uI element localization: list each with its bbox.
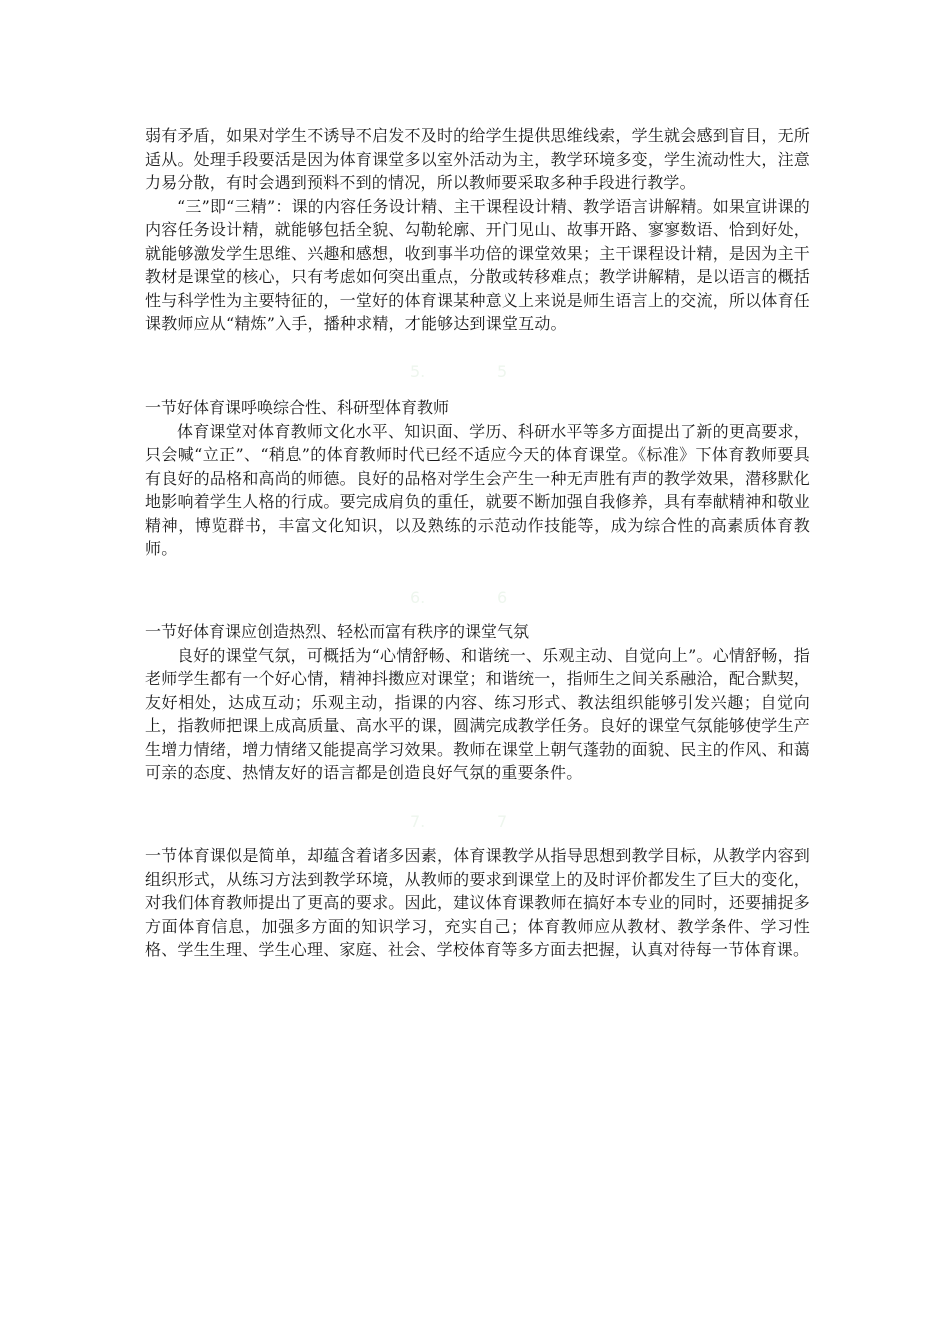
section-heading: 一节好体育课呼唤综合性、科研型体育教师	[145, 398, 450, 417]
section-body: 体育课堂对体育教师文化水平、知识面、学历、科研水平等多方面提出了新的更高要求，只会喊“立正”、“稍息”的体育教师时代已经不适应今天的体育课堂。《标准》下体育教师要具有良好的品格和高尚的师德。良好的品格对学生会产生一种无声胜有声的教学效果，潜移默化地影响着学生人格的行成。要完成肩负的重任，就要不断加强自我修养，具有奉献精神和敬业精神，博览群书，丰富文化知识，以及熟练的示范动作技能等，成为综合性的高素质体育教师。	[145, 421, 810, 558]
marker-left: 5.	[410, 362, 426, 381]
marker-right: 7	[497, 812, 508, 831]
paragraph-three-refinements: “三”即“三精”：课的内容任务设计精、主干课程设计精、教学语言讲解精。如果宣讲课的内容任务设计精，就能够包括全貌、勾勒轮廓、开门见山、故事开路、寥寥数语、恰到好处，就能够激发学生思维、兴趣和感想，收到事半功倍的课堂效果；主干课程设计精，是因为主干教材是课堂的核心，只有考虑如何突出重点，分散或转移难点；教学讲解精，是以语言的概括性与科学性为主要特征的，一堂好的体育课某种意义上来说是师生语言上的交流，所以体育任课教师应从“精炼”入手，播种求精，才能够达到课堂互动。	[145, 196, 810, 333]
marker-left: 7.	[410, 812, 426, 831]
marker-left: 6.	[410, 588, 426, 607]
section-number-marker-6	[145, 588, 810, 612]
section-body: 良好的课堂气氛，可概括为“心情舒畅、和谐统一、乐观主动、自觉向上”。心情舒畅，指老师学生都有一个好心情，精神抖擞应对课堂；和谐统一，指师生之间关系融洽，配合默契，友好相处，达成互动；乐观主动，指课的内容、练习形式、教法组织能够引发兴趣；自觉向上，指教师把课上成高质量、高水平的课，圆满完成教学任务。良好的课堂气氛能够使学生产生增力情绪，增力情绪又能提高学习效果。教师在课堂上朝气蓬勃的面貌、民主的作风、和蔼可亲的态度、热情友好的语言都是创造良好气氛的重要条件。	[145, 645, 810, 782]
section-conclusion	[145, 844, 810, 962]
marker-right: 6	[497, 588, 508, 607]
conclusion-paragraph: 一节体育课似是简单，却蕴含着诸多因素，体育课教学从指导思想到教学目标，从教学内容到组织形式，从练习方法到教学环境，从教师的要求到课堂上的及时评价都发生了巨大的变化，对我们体育教师提出了更高的要求。因此，建议体育课教师在搞好本专业的同时，还要捕捉多方面体育信息，加强多方面的知识学习，充实自己；体育教师应从教材、教学条件、学习性格、学生生理、学生心理、家庭、社会、学校体育等多方面去把握，认真对待每一节体育课。	[145, 846, 810, 959]
paragraph-methods-continued: 弱有矛盾，如果对学生不诱导不启发不及时的给学生提供思维线索，学生就会感到盲目，无所适从。处理手段要活是因为体育课堂多以室外活动为主，教学环境多变，学生流动性大，注意力易分散，有时会遇到预料不到的情况，所以教师要采取多种手段进行教学。	[145, 126, 810, 192]
section-number-marker-7	[145, 812, 810, 836]
section-classroom-atmosphere	[145, 620, 810, 785]
section-teaching-methods	[145, 124, 810, 336]
section-comprehensive-teacher	[145, 396, 810, 561]
section-heading: 一节好体育课应创造热烈、轻松而富有秩序的课堂气氛	[145, 622, 530, 641]
section-number-marker-5	[145, 362, 810, 386]
marker-right: 5	[497, 362, 508, 381]
